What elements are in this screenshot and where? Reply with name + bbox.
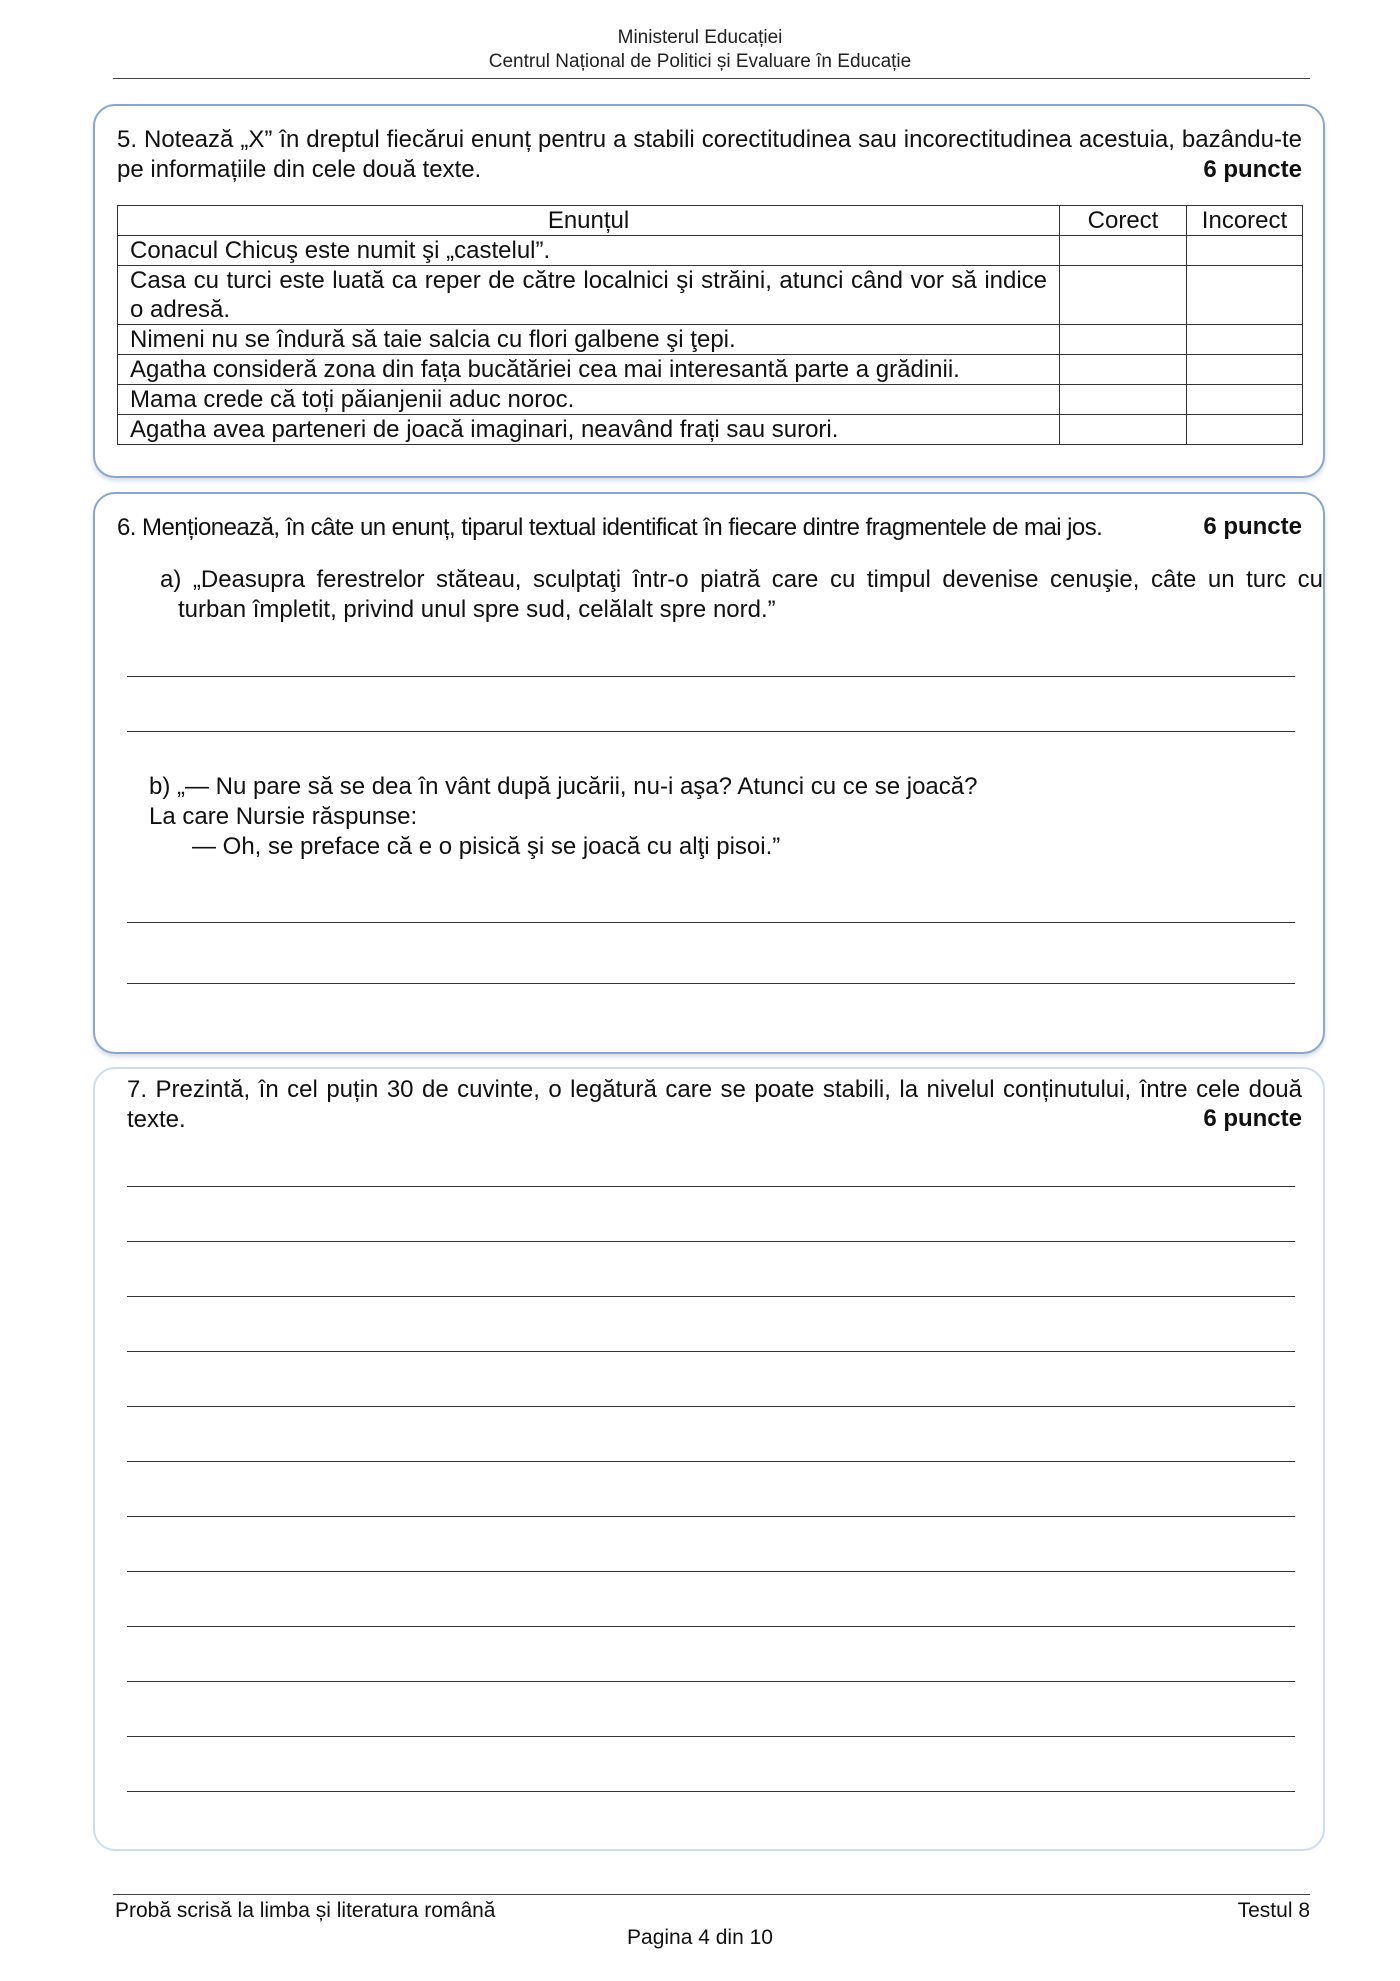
answer-line-7-1[interactable]: [127, 1186, 1295, 1187]
answer-line-6a-2[interactable]: [127, 731, 1295, 732]
answer-line-7-12[interactable]: [127, 1791, 1295, 1792]
answer-line-7-9[interactable]: [127, 1626, 1295, 1627]
column-header-statement: Enunțul: [118, 206, 1060, 236]
answer-line-7-10[interactable]: [127, 1681, 1295, 1682]
incorrect-answer-cell[interactable]: [1186, 385, 1302, 415]
footer-test-number: Testul 8: [1237, 1899, 1310, 1922]
question-5-text: 5. Notează „X” în dreptul fiecărui enunț pentru a stabili corectitudinea sau incorectitudinea acestuia, bazându-te pe informațiile din cele două texte.: [117, 126, 1302, 183]
question-5-points: 6 puncte: [1203, 156, 1302, 183]
incorrect-answer-cell[interactable]: [1186, 325, 1302, 355]
statement-cell: Mama crede că toți păianjenii aduc noroc.: [118, 385, 1060, 415]
table-row: [118, 236, 1303, 266]
question-7-box: [93, 1067, 1325, 1851]
fragment-b-line-2: La care Nursie răspunse:: [149, 803, 418, 830]
answer-line-7-5[interactable]: [127, 1406, 1295, 1407]
table-row: [118, 415, 1303, 445]
answer-line-7-8[interactable]: [127, 1571, 1295, 1572]
correct-answer-cell[interactable]: [1060, 355, 1187, 385]
header-center: Centrul Național de Politici și Evaluare în Educație: [488, 51, 912, 72]
fragment-a: a) „Deasupra ferestrelor stăteau, sculptaţi într-o piatră care cu timpul devenise cenuşie, câte un turc cu turban împletit, privind unul spre sud, celălalt spre nord.”: [160, 566, 1323, 623]
statement-cell: Agatha consideră zona din fața bucătăriei cea mai interesantă parte a grădinii.: [118, 355, 1060, 385]
question-7-text: 7. Prezintă, în cel puțin 30 de cuvinte, o legătură care se poate stabili, la nivelul conținutului, între cele două texte.: [127, 1076, 1302, 1133]
answer-line-7-4[interactable]: [127, 1351, 1295, 1352]
answer-line-7-3[interactable]: [127, 1296, 1295, 1297]
incorrect-answer-cell[interactable]: [1186, 415, 1302, 445]
incorrect-answer-cell[interactable]: [1186, 266, 1302, 325]
footer-page-number: Pagina 4 din 10: [627, 1926, 773, 1949]
footer-exam-name: Probă scrisă la limba și literatura română: [115, 1899, 496, 1922]
answer-line-7-6[interactable]: [127, 1461, 1295, 1462]
incorrect-answer-cell[interactable]: [1186, 355, 1302, 385]
column-header-correct: Corect: [1060, 206, 1187, 236]
statement-cell: Conacul Chicuş este numit şi „castelul”.: [118, 236, 1060, 266]
column-header-incorrect: Incorect: [1186, 206, 1302, 236]
statement-cell: Nimeni nu se îndură să taie salcia cu flori galbene şi ţepi.: [118, 325, 1060, 355]
footer-rule: [113, 1894, 1310, 1895]
question-6-points: 6 puncte: [1203, 513, 1302, 540]
fragment-b-line-3: — Oh, se preface că e o pisică şi se joacă cu alţi pisoi.”: [192, 833, 781, 860]
table-row: [118, 266, 1303, 325]
answer-line-7-7[interactable]: [127, 1516, 1295, 1517]
question-6-text: 6. Menționează, în câte un enunț, tiparul textual identificat în fiecare dintre fragmentele de mai jos.: [117, 514, 1103, 541]
answer-line-7-11[interactable]: [127, 1736, 1295, 1737]
answer-line-6b-1[interactable]: [127, 922, 1295, 923]
table-row: [118, 385, 1303, 415]
fragment-b-line-1: b) „— Nu pare să se dea în vânt după jucării, nu-i aşa? Atunci cu ce se joacă?: [149, 773, 978, 800]
statement-cell: Agatha avea parteneri de joacă imaginari, neavând frați sau surori.: [118, 415, 1060, 445]
answer-line-6b-2[interactable]: [127, 983, 1295, 984]
header-ministry: Ministerul Educației: [617, 27, 783, 48]
header-rule: [113, 78, 1310, 79]
answer-line-7-2[interactable]: [127, 1241, 1295, 1242]
question-7-points: 6 puncte: [1203, 1105, 1302, 1132]
table-header-row: [118, 206, 1303, 236]
correct-answer-cell[interactable]: [1060, 385, 1187, 415]
table-row: [118, 355, 1303, 385]
correct-answer-cell[interactable]: [1060, 266, 1187, 325]
statement-cell: Casa cu turci este luată ca reper de către localnici şi străini, atunci când vor să indice o adresă.: [118, 266, 1060, 325]
question-5-table: [117, 205, 1303, 445]
table-row: [118, 325, 1303, 355]
answer-line-6a-1[interactable]: [127, 676, 1295, 677]
correct-answer-cell[interactable]: [1060, 236, 1187, 266]
incorrect-answer-cell[interactable]: [1186, 236, 1302, 266]
correct-answer-cell[interactable]: [1060, 415, 1187, 445]
correct-answer-cell[interactable]: [1060, 325, 1187, 355]
